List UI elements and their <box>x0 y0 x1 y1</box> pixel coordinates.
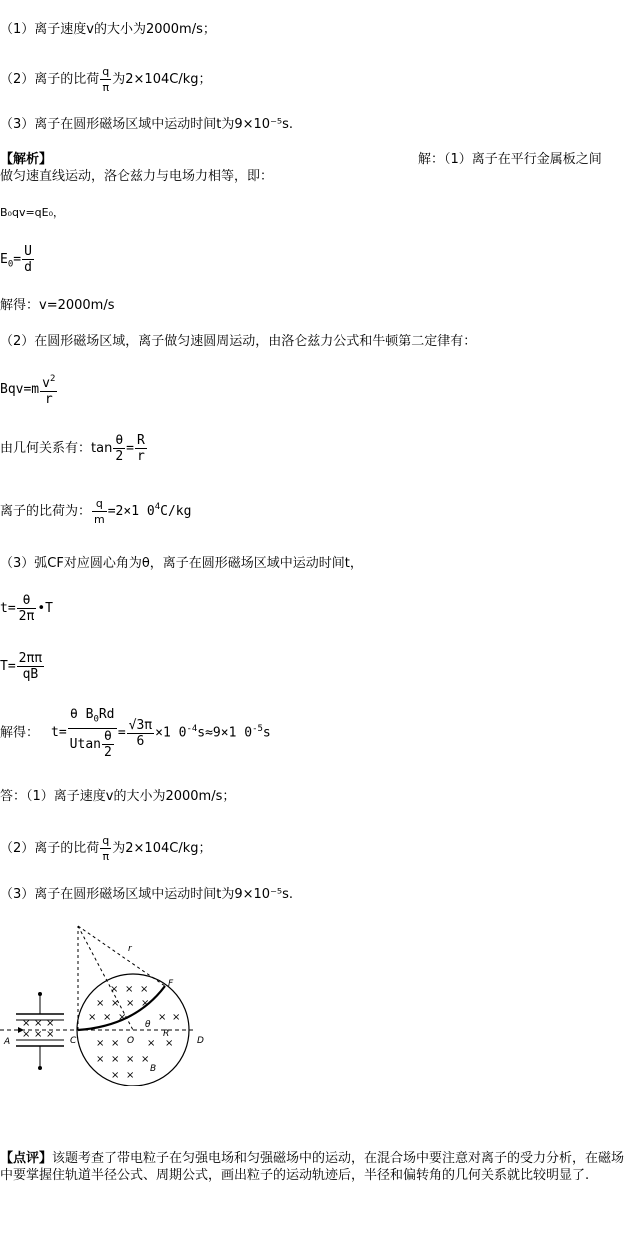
field-crosses <box>22 984 180 1081</box>
svg-text:×: × <box>126 998 135 1009</box>
svg-text:×: × <box>110 984 119 995</box>
review-text: 该题考查了带电粒子在匀强电场和匀强磁场中的运动，在混合场中要注意对离子的受力分析，在磁场中要掌握住轨道半径公式、周期公式，画出粒子的运动轨迹后，半径和偏转角的几何关系就比较明显了. <box>0 1151 625 1183</box>
solve-line-1: 解得：v=2000m/s <box>0 298 115 313</box>
equation-2: $E_0=$ $\frac{U}{d}$ <box>0 244 32 275</box>
svg-text:×: × <box>147 1038 156 1049</box>
svg-text:×: × <box>34 1018 43 1029</box>
part-2-text: （2）在圆形磁场区域，离子做匀速圆周运动，由洛仑兹力公式和牛顿第二定律有： <box>0 334 477 349</box>
svg-text:×: × <box>158 1012 167 1023</box>
svg-text:×: × <box>141 1054 150 1065</box>
svg-text:×: × <box>96 998 105 1009</box>
part-3-text: （3）弧CF对应圆心角为θ，离子在圆形磁场区域中运动时间t， <box>0 556 363 571</box>
t-equation: t= $\frac{\theta}{2\pi}$ •T <box>0 593 53 624</box>
label-o: O <box>127 1036 135 1046</box>
final-equation: 解得： t= θ $B_0Rd$ Utan $\frac{\theta}{2}$ = $\frac{√3\pi}{6}$ ×1 $0^{-4}s\approx 9\times 1$ $0^{-5}s$ <box>0 707 271 760</box>
final-fraction-2: $\frac{√3\pi}{6}$ <box>128 717 153 749</box>
analysis-heading: 【解析】 <box>0 152 53 167</box>
svg-text:×: × <box>118 1012 127 1023</box>
e0-fraction: $\frac{U}{d}$ <box>24 244 32 275</box>
answer-line-1: （1）离子速度v的大小为2000m/s； <box>0 22 216 37</box>
review-tag: 【点评】 <box>0 1151 53 1166</box>
equation-1: B₀qv=qE₀， <box>0 206 65 219</box>
svg-text:×: × <box>46 1018 55 1029</box>
svg-text:×: × <box>126 1070 135 1081</box>
label-r: r <box>128 944 132 954</box>
svg-text:×: × <box>111 998 120 1009</box>
svg-text:×: × <box>46 1029 55 1040</box>
svg-text:×: × <box>111 1054 120 1065</box>
period-fraction: $\frac{2\pi\pi}{qB}$ <box>18 651 43 682</box>
magnetic-field-diagram <box>0 916 215 1086</box>
svg-text:×: × <box>126 1054 135 1065</box>
equation-3: Bqv=m $\frac{v^2}{r}$ <box>0 374 56 407</box>
label-d: D <box>197 1036 204 1046</box>
svg-text:×: × <box>165 1038 174 1049</box>
final-fraction-1: θ $B_0Rd$ Utan $\frac{\theta}{2}$ <box>68 707 117 760</box>
final-theta-half-fraction: $\frac{\theta}{2}$ <box>103 728 112 760</box>
svg-text:×: × <box>96 1038 105 1049</box>
q-over-m-fraction: $\frac{q}{m}$ <box>94 497 105 526</box>
label-f: F <box>168 979 174 989</box>
charge-ratio-fraction: $\frac{q}{\pi}$ <box>102 65 110 94</box>
label-a: A <box>4 1037 11 1047</box>
svg-text:×: × <box>88 1012 97 1023</box>
lower-terminal <box>38 1066 42 1070</box>
upper-terminal <box>38 992 42 996</box>
final-answer-line-1: 答：（1）离子速度v的大小为2000m/s； <box>0 789 236 804</box>
final-answer-line-2: （2）离子的比荷 $\frac{q}{\pi}$ 为2×104C/kg； <box>0 834 212 863</box>
svg-text:×: × <box>103 1012 112 1023</box>
svg-text:×: × <box>141 998 150 1009</box>
period-equation: T= $\frac{2\pi\pi}{qB}$ <box>0 651 43 682</box>
label-theta: θ <box>145 1020 151 1030</box>
svg-text:×: × <box>172 1012 181 1023</box>
answer-2-prefix: （2）离子的比荷 <box>0 72 100 87</box>
svg-text:×: × <box>22 1018 31 1029</box>
theta-over-2pi-fraction: $\frac{\theta}{2\pi}$ <box>18 593 35 624</box>
final-answer-line-3: （3）离子在圆形磁场区域中运动时间t为9×10⁻⁵s. <box>0 887 294 902</box>
analysis-right-text: 解：（1）离子在平行金属板之间 <box>418 152 602 167</box>
geometry-relation: 由几何关系有：tan $\frac{\theta}{2}$ = $\frac{R}{r}$ <box>0 433 145 464</box>
svg-text:×: × <box>140 984 149 995</box>
r-over-r-fraction: $\frac{R}{r}$ <box>136 433 145 464</box>
svg-text:×: × <box>22 1029 31 1040</box>
theta-half-fraction: $\frac{\theta}{2}$ <box>115 433 124 464</box>
answer-2-suffix: 为2×104C/kg； <box>112 72 212 87</box>
svg-text:×: × <box>125 984 134 995</box>
label-b: B <box>150 1064 157 1074</box>
final-charge-ratio-fraction: $\frac{q}{\pi}$ <box>102 834 110 863</box>
analysis-line-2: 做匀速直线运动，洛仑兹力与电场力相等，即： <box>0 169 274 184</box>
v2-over-r-fraction: $\frac{v^2}{r}$ <box>42 374 56 407</box>
charge-ratio-line: 离子的比荷为： $\frac{q}{m}$ =2×1 $0^4C/kg$ <box>0 497 192 526</box>
svg-text:×: × <box>111 1070 120 1081</box>
radius-to-f-line <box>78 926 165 986</box>
answer-line-2 <box>0 64 211 95</box>
label-big-r: R <box>163 1029 170 1039</box>
review-comment <box>0 1150 630 1184</box>
answer-line-3: （3）离子在圆形磁场区域中运动时间t为9×10⁻⁵s. <box>0 117 294 132</box>
svg-text:×: × <box>96 1054 105 1065</box>
svg-text:×: × <box>111 1038 120 1049</box>
label-c: C <box>70 1036 77 1046</box>
svg-text:×: × <box>34 1029 43 1040</box>
